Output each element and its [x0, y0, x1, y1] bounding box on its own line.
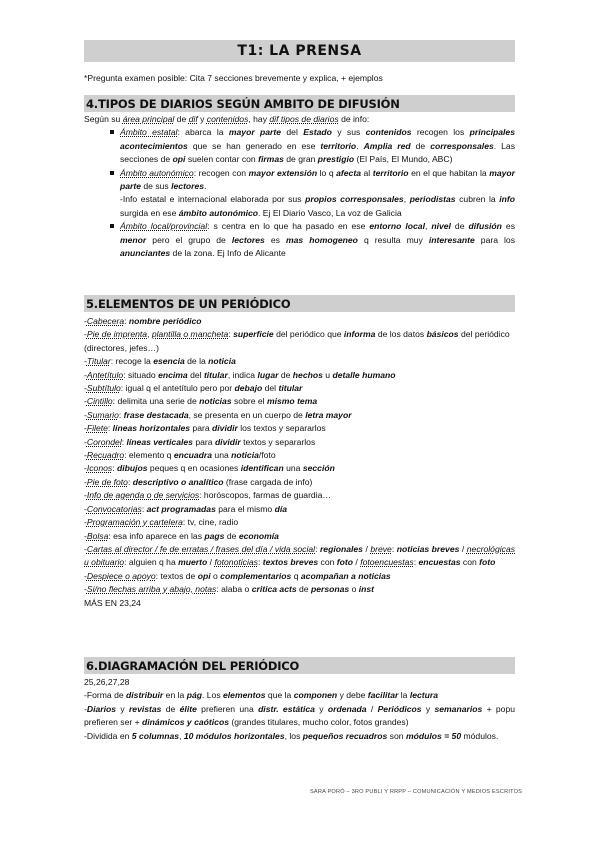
- list-item: -Sumario: frase destacada, se presenta en un cuerpo de letra mayor: [84, 409, 352, 420]
- list-item-ambito-local: Ámbito local/provincial: s centra en lo que ha pasado en ese entorno local, nivel de difusión es menor pero el grupo de lectores es mas homogeneo q resulta muy interesante para los anunciantes de la zona. Ej Info de Alicante: [84, 220, 515, 260]
- page-title-bar: [84, 40, 515, 62]
- list-item: -Forma de distribuir en la pág. Los elementos que la componen y debe facilitar la lectura: [84, 690, 438, 701]
- list-item: -Cartas al director / fe de erratas / frases del día / vida social: regionales / breve: noticias breves / necrológicas u obituario: alguien q ha muerto / fotonoticias: textos breves con foto / fotoencuestas: encuestas con foto: [84, 543, 516, 568]
- exam-note: *Pregunta examen posible: Cita 7 secciones brevemente y explica, + ejemplos: [84, 73, 383, 83]
- list-item: -Si/no flechas arriba y abajo, notas: alaba o critica acts de personas o inst: [84, 584, 375, 595]
- list-item: -Antetítulo: situado encima del titular, indica lugar de hechos u detalle humano: [84, 369, 396, 380]
- list-item: -Cintillo: delimita una serie de noticias sobre el mismo tema: [84, 396, 318, 407]
- list-item: -Convocatorias: act programadas para el mismo día: [84, 503, 288, 514]
- section-heading-6: [84, 657, 515, 674]
- list-item: -Titular: recoge la esencia de la noticia: [84, 356, 236, 367]
- list-item: -Info de agenda o de servicios: horóscopos, farmas de guardia…: [84, 490, 331, 501]
- section-heading-6-text: 6.DIAGRAMACIÓN DEL PERIÓDICO: [86, 658, 300, 673]
- list-item-ambito-autonomico: Ámbito autonómico: recogen con mayor extensión lo q afecta al territorio en el que habitan la mayor parte de sus lectores.: [84, 167, 515, 194]
- list-item: 25,26,27,28: [84, 677, 130, 687]
- list-item: -Filete: líneas horizontales para dividir los textos y separarlos: [84, 423, 326, 434]
- list-item: MÁS EN 23,24: [84, 597, 141, 608]
- list-item: -Pie de imprenta, plantilla o mancheta: superficie del periódico que informa de los datos básicos del periódico (directores, jefes…): [84, 329, 510, 353]
- list-item: -Iconos: dibujos peques q en ocasiones identifican una sección: [84, 463, 335, 474]
- section-6-body: [84, 676, 515, 743]
- section-heading-4: [84, 95, 515, 112]
- page-footer: SARA PORÓ – 3RO PUBLI Y RRPP – COMUNICACIÓN Y MEDIOS ESCRITOS: [310, 789, 523, 795]
- section-5-body: [84, 315, 515, 610]
- list-item: -Recuadro: elemento q encuadra una noticia/foto: [84, 450, 276, 461]
- list-item: -Despiece o apoyo: textos de opi o complementarios q acompañan a noticias: [84, 570, 391, 581]
- page-title: T1: LA PRENSA: [237, 43, 362, 59]
- list-item: -Subtítulo: igual q el antetítulo pero por debajo del titular: [84, 383, 303, 394]
- list-item: -Dividida en 5 columnas, 10 módulos horizontales, los pequeños recuadros son módulos = 50 módulos.: [84, 730, 499, 741]
- list-item: -Cabecera: nombre periódico: [84, 316, 202, 326]
- list-item-ambito-estatal: Ámbito estatal: abarca la mayor parte del Estado y sus contenidos recogen los principales acontecimientos que se han generado en ese territorio. Amplia red de corresponsales. Las secciones de opi suelen contar con firmas de gran prestigio (El País, El Mundo, ABC): [84, 126, 515, 166]
- section-4-intro: Según su área principal de dif y contenidos, hay dif tipos de diarios de info:: [84, 114, 370, 124]
- list-item: -Bolsa: esa info aparece en las pags de economía: [84, 530, 279, 541]
- section-heading-4-text: 4.TIPOS DE DIARIOS SEGÚN AMBITO DE DIFUSIÓN: [86, 96, 400, 111]
- section-heading-5-text: 5.ELEMENTOS DE UN PERIÓDICO: [86, 296, 291, 311]
- list-item: -Diarios y revistas de élite prefieren una distr. estática y ordenada / Periódicos y semanarios + popu prefieren ser + dinámicos y caóticos (grandes titulares, mucho color, fotos grandes): [84, 703, 516, 728]
- section-4-body: [84, 113, 515, 260]
- list-item-ambito-autonomico-detail: -Info estatal e internacional elaborada por sus propios corresponsales, periodistas cubren la info surgida en ese ámbito autonómico. Ej El Diario Vasco, La voz de Galicia: [120, 194, 515, 218]
- list-item: -Programación y cartelera: tv, cine, radio: [84, 517, 239, 528]
- list-item: -Pie de foto: descriptivo o analítico (frase cargada de info): [84, 476, 313, 487]
- list-item: -Corondel: líneas verticales para dividir textos y separarlos: [84, 436, 316, 447]
- section-heading-5: [84, 295, 515, 312]
